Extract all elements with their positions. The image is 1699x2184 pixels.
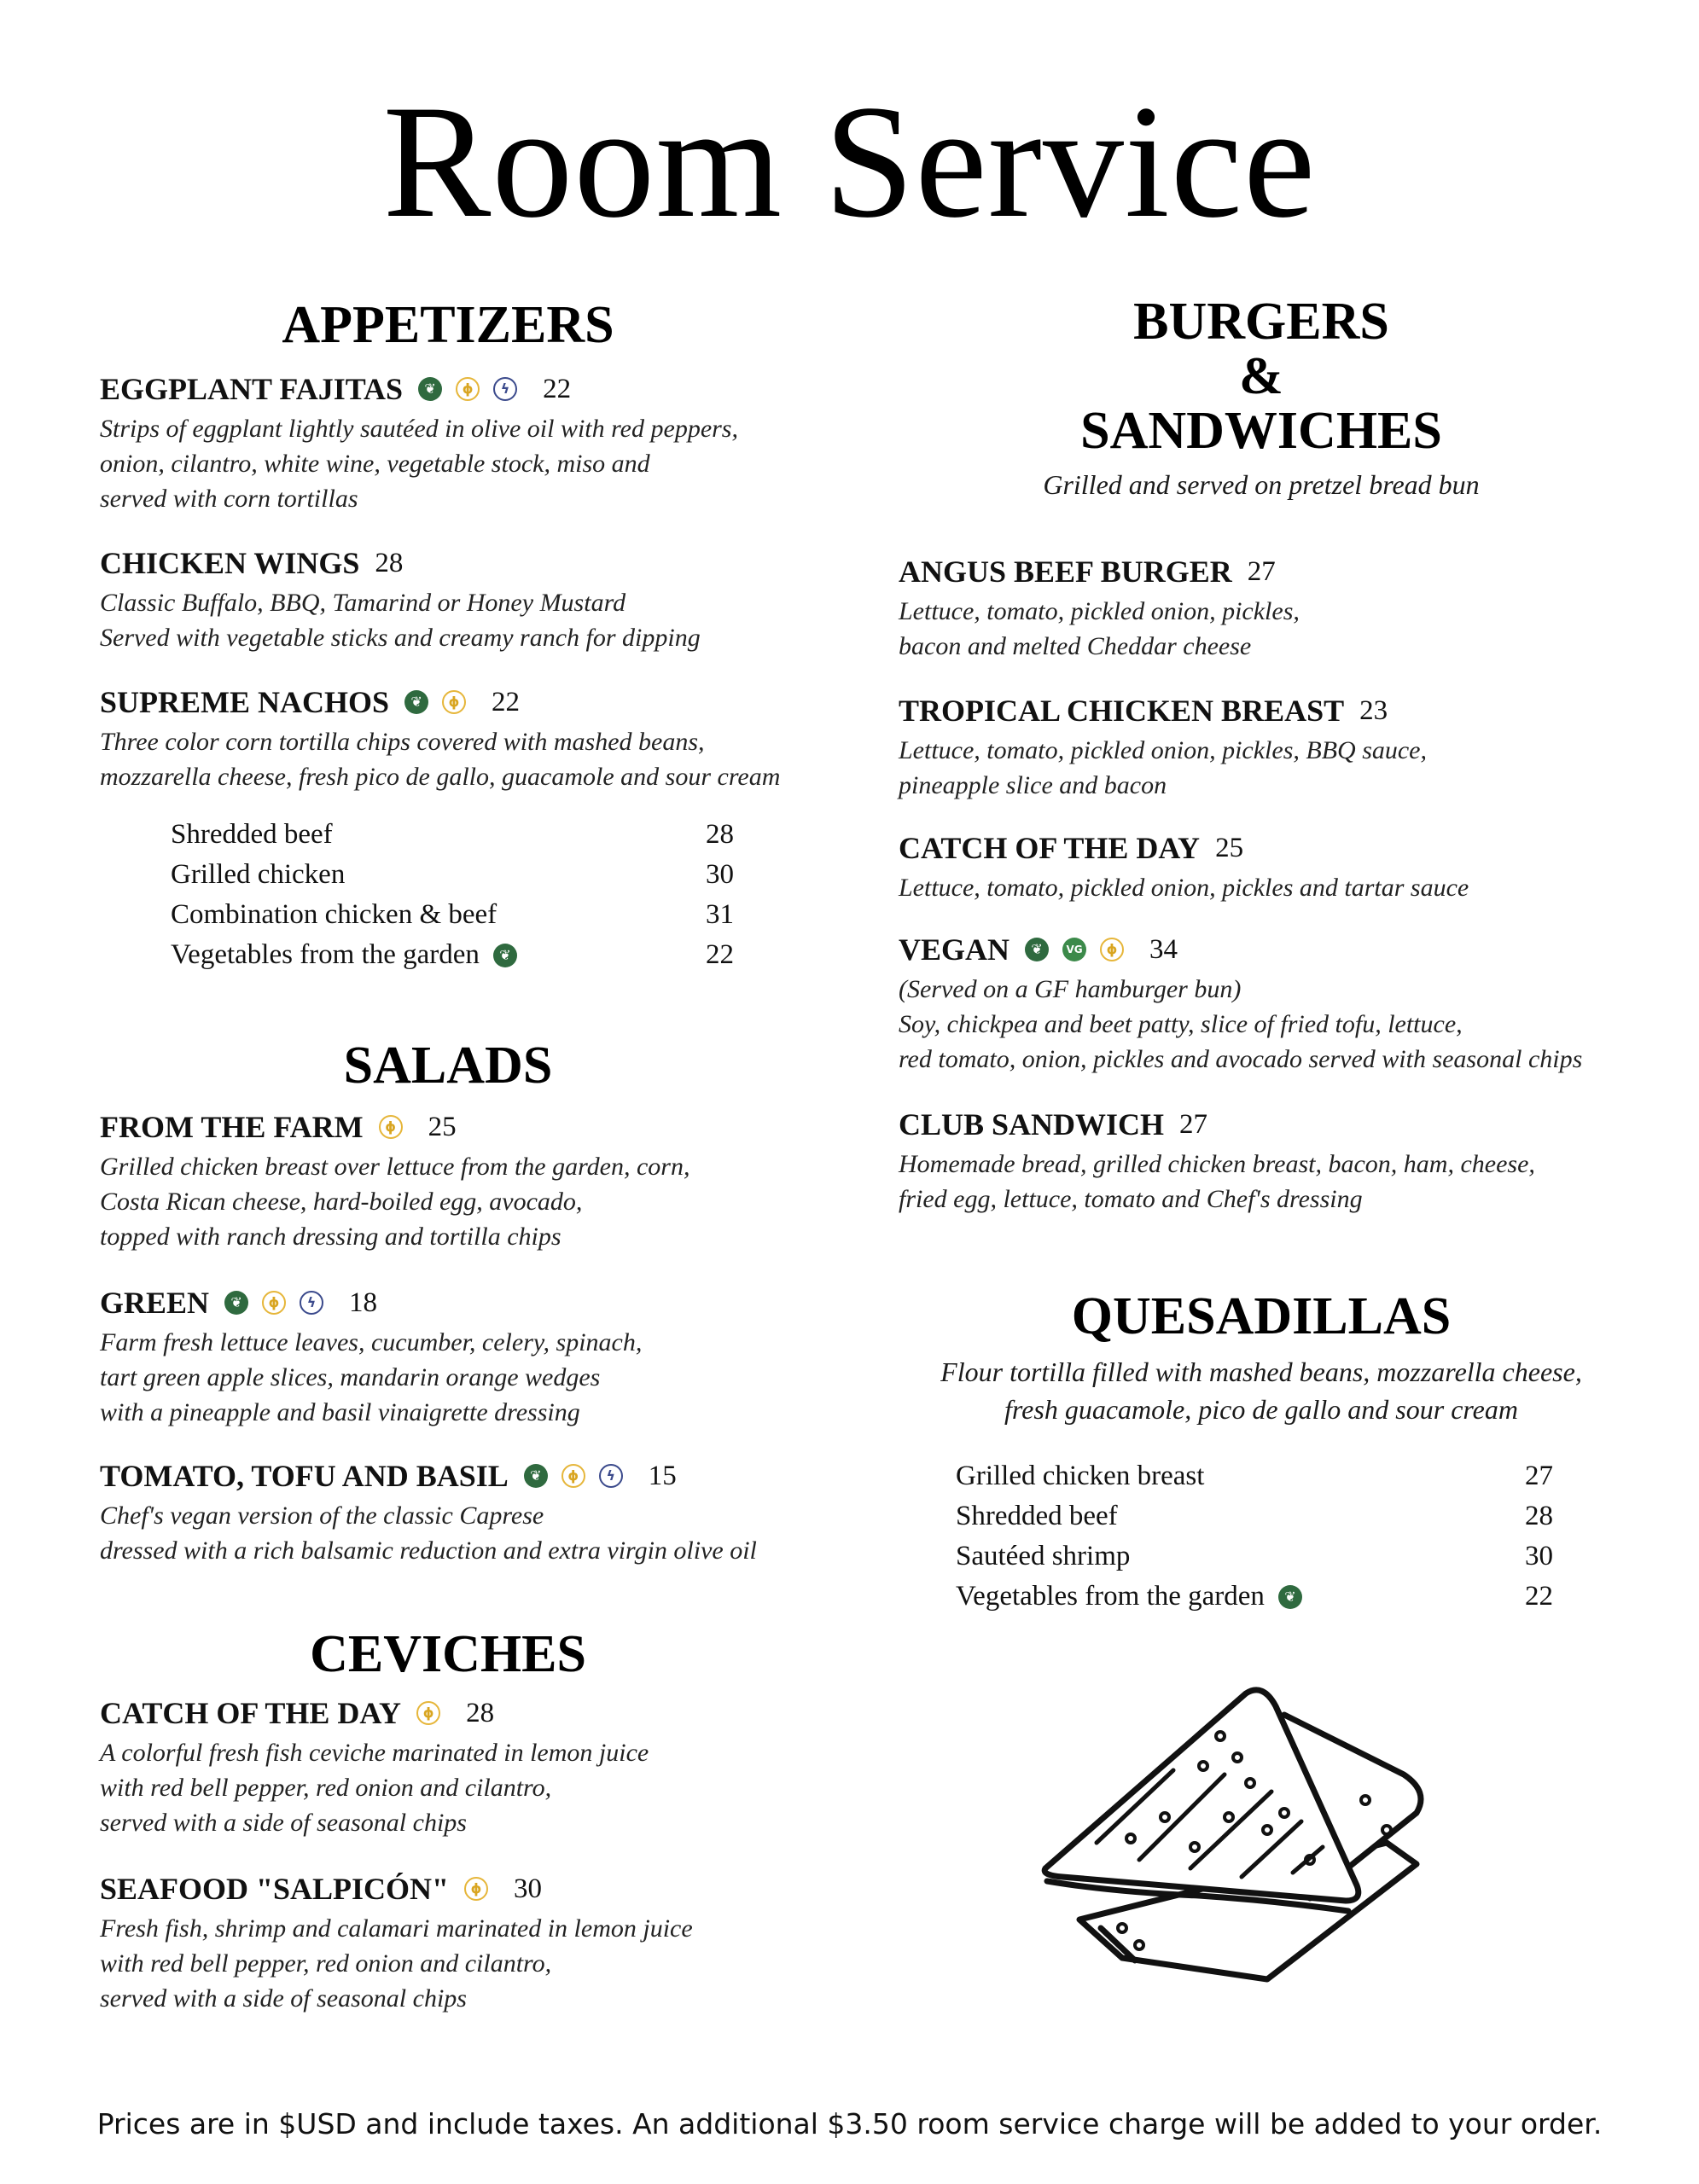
item-price: 22 bbox=[492, 686, 521, 717]
burgers-title-line: & bbox=[1239, 347, 1283, 405]
item-name: SUPREME NACHOS bbox=[100, 685, 390, 719]
menu-item bbox=[100, 1461, 825, 1568]
option-row bbox=[956, 1496, 1553, 1536]
item-name: TROPICAL CHICKEN BREAST bbox=[899, 694, 1345, 728]
item-description: Homemade bread, grilled chicken breast, bacon, ham, cheese, fried egg, lettuce, tomato and Chef's dressing bbox=[899, 1150, 1535, 1213]
item-name: CATCH OF THE DAY bbox=[899, 831, 1201, 865]
item-price: 27 bbox=[1247, 555, 1276, 587]
gluten-free-icon: ɸ bbox=[442, 690, 466, 714]
option-price: 22 bbox=[1525, 1581, 1553, 1612]
option-name-wrap bbox=[171, 935, 517, 975]
page-title: Room Service bbox=[382, 73, 1317, 252]
vegan-icon: ❦ bbox=[404, 690, 428, 714]
option-price: 30 bbox=[706, 859, 734, 890]
menu-item bbox=[899, 556, 1650, 664]
item-description: Lettuce, tomato, pickled onion, pickles and tartar sauce bbox=[899, 874, 1469, 902]
option-name: Grilled chicken bbox=[171, 859, 346, 890]
option-row bbox=[171, 855, 734, 895]
burgers-subtitle: Grilled and served on pretzel bread bun bbox=[1043, 469, 1480, 500]
item-name: EGGPLANT FAJITAS bbox=[100, 372, 404, 406]
menu-item bbox=[100, 548, 825, 655]
appetizers-title: APPETIZERS bbox=[282, 296, 614, 354]
menu-item bbox=[100, 1873, 825, 2016]
menu-item bbox=[899, 1109, 1650, 1217]
quesadillas-title: QUESADILLAS bbox=[1071, 1287, 1452, 1345]
option-price: 31 bbox=[706, 899, 734, 930]
item-description: Fresh fish, shrimp and calamari marinated in lemon juice with red bell pepper, red onion and cilantro, served with a side of seasonal chips bbox=[100, 1914, 693, 2013]
item-description: Lettuce, tomato, pickled onion, pickles, bacon and melted Cheddar cheese bbox=[899, 597, 1300, 660]
option-row bbox=[956, 1456, 1553, 1496]
quesadilla-illustration bbox=[1028, 1672, 1455, 1996]
menu-item bbox=[899, 833, 1650, 905]
item-description: (Served on a GF hamburger bun) Soy, chickpea and beet patty, slice of fried tofu, lettuce, red tomato, onion, pickles and avocado served with seasonal chips bbox=[899, 975, 1583, 1073]
option-name: Vegetables from the garden bbox=[956, 1581, 1265, 1612]
item-price: 28 bbox=[466, 1697, 495, 1728]
item-price: 15 bbox=[648, 1460, 677, 1491]
item-name: ANGUS BEEF BURGER bbox=[899, 555, 1232, 589]
item-price: 25 bbox=[428, 1111, 457, 1142]
option-price: 28 bbox=[706, 819, 734, 850]
item-price: 22 bbox=[543, 373, 572, 404]
item-price: 23 bbox=[1359, 694, 1388, 726]
quesadillas-description: Flour tortilla filled with mashed beans, mozzarella cheese, fresh guacamole, pico de gallo and sour cream bbox=[940, 1356, 1582, 1425]
burgers-title-line: SANDWICHES bbox=[1080, 402, 1442, 460]
option-row bbox=[956, 1577, 1553, 1617]
option-name-wrap bbox=[956, 1577, 1302, 1617]
item-description: Lettuce, tomato, pickled onion, pickles, BBQ sauce, pineapple slice and bacon bbox=[899, 736, 1427, 799]
option-name: Vegetables from the garden bbox=[171, 939, 480, 970]
item-price: 30 bbox=[514, 1873, 543, 1904]
item-name: CATCH OF THE DAY bbox=[100, 1696, 402, 1730]
vegan-icon: ❦ bbox=[1025, 938, 1049, 961]
item-name: TOMATO, TOFU AND BASIL bbox=[100, 1459, 509, 1493]
gluten-free-icon: ɸ bbox=[262, 1291, 286, 1315]
option-row bbox=[171, 935, 734, 975]
item-description: Grilled chicken breast over lettuce from the garden, corn, Costa Rican cheese, hard-boiled egg, avocado, topped with ranch dressing and tortilla chips bbox=[100, 1153, 690, 1251]
menu-item bbox=[100, 1287, 825, 1430]
gluten-free-icon: ɸ bbox=[561, 1464, 585, 1488]
menu-item bbox=[100, 1112, 825, 1254]
vegan-icon: ❦ bbox=[493, 944, 517, 967]
option-name: Sautéed shrimp bbox=[956, 1541, 1131, 1571]
footer-note: Prices are in $USD and include taxes. An additional $3.50 room service charge will be added to your order. bbox=[96, 2107, 1603, 2140]
item-name: CHICKEN WINGS bbox=[100, 546, 360, 580]
burgers-title-line: BURGERS bbox=[1133, 293, 1389, 351]
item-description: Farm fresh lettuce leaves, cucumber, celery, spinach, tart green apple slices, mandarin orange wedges with a pineapple and basil vinaigrette dressing bbox=[100, 1328, 643, 1426]
item-price: 18 bbox=[349, 1287, 378, 1318]
option-name: Grilled chicken breast bbox=[956, 1461, 1205, 1491]
option-name: Shredded beef bbox=[956, 1501, 1118, 1531]
item-name: SEAFOOD "SALPICÓN" bbox=[100, 1872, 450, 1906]
lactose-free-icon: ϟ bbox=[599, 1464, 623, 1488]
item-price: 34 bbox=[1149, 933, 1178, 965]
menu-item bbox=[899, 695, 1650, 803]
burgers-title bbox=[899, 294, 1624, 458]
ceviches-title: CEVICHES bbox=[310, 1625, 586, 1683]
gluten-free-icon: ɸ bbox=[1100, 938, 1124, 961]
option-name: Shredded beef bbox=[171, 819, 333, 850]
quesadillas-options bbox=[956, 1456, 1553, 1617]
lactose-free-icon: ϟ bbox=[300, 1291, 323, 1315]
item-description: Three color corn tortilla chips covered with mashed beans, mozzarella cheese, fresh pico de gallo, guacamole and sour cream bbox=[100, 728, 781, 791]
gluten-free-icon: ɸ bbox=[379, 1115, 403, 1139]
option-row bbox=[171, 895, 734, 935]
menu-item bbox=[899, 934, 1650, 1077]
salads-title: SALADS bbox=[343, 1037, 553, 1095]
vegan-icon: ❦ bbox=[1278, 1585, 1302, 1609]
option-price: 27 bbox=[1525, 1461, 1553, 1491]
lactose-free-icon: ϟ bbox=[493, 377, 517, 401]
gluten-free-icon: ɸ bbox=[464, 1877, 488, 1901]
vegan-icon: ❦ bbox=[418, 377, 442, 401]
item-name: VEGAN bbox=[899, 932, 1010, 967]
gluten-free-icon: ɸ bbox=[416, 1701, 440, 1725]
item-price: 25 bbox=[1215, 832, 1244, 863]
option-row bbox=[956, 1536, 1553, 1577]
item-description: Chef's vegan version of the classic Caprese dressed with a rich balsamic reduction and extra virgin olive oil bbox=[100, 1502, 757, 1565]
item-description: Classic Buffalo, BBQ, Tamarind or Honey Mustard Served with vegetable sticks and creamy ranch for dipping bbox=[100, 589, 701, 652]
option-price: 22 bbox=[706, 939, 734, 970]
option-name: Combination chicken & beef bbox=[171, 899, 497, 930]
vegetarian-icon: VG bbox=[1062, 938, 1086, 961]
menu-item bbox=[100, 374, 825, 516]
item-price: 27 bbox=[1179, 1108, 1208, 1140]
option-row bbox=[171, 815, 734, 855]
vegan-icon: ❦ bbox=[524, 1464, 548, 1488]
menu-item bbox=[100, 687, 825, 794]
item-description: A colorful fresh fish ceviche marinated in lemon juice with red bell pepper, red onion and cilantro, served with a side of seasonal chips bbox=[100, 1739, 649, 1837]
option-price: 28 bbox=[1525, 1501, 1553, 1531]
vegan-icon: ❦ bbox=[224, 1291, 248, 1315]
item-name: FROM THE FARM bbox=[100, 1110, 364, 1144]
item-name: CLUB SANDWICH bbox=[899, 1107, 1165, 1141]
gluten-free-icon: ɸ bbox=[456, 377, 480, 401]
item-description: Strips of eggplant lightly sautéed in olive oil with red peppers, onion, cilantro, white wine, vegetable stock, miso and served with corn tortillas bbox=[100, 415, 738, 513]
item-name: GREEN bbox=[100, 1286, 210, 1320]
option-price: 30 bbox=[1525, 1541, 1553, 1571]
nachos-options bbox=[171, 815, 734, 975]
item-price: 28 bbox=[375, 547, 404, 578]
menu-item bbox=[100, 1698, 825, 1840]
